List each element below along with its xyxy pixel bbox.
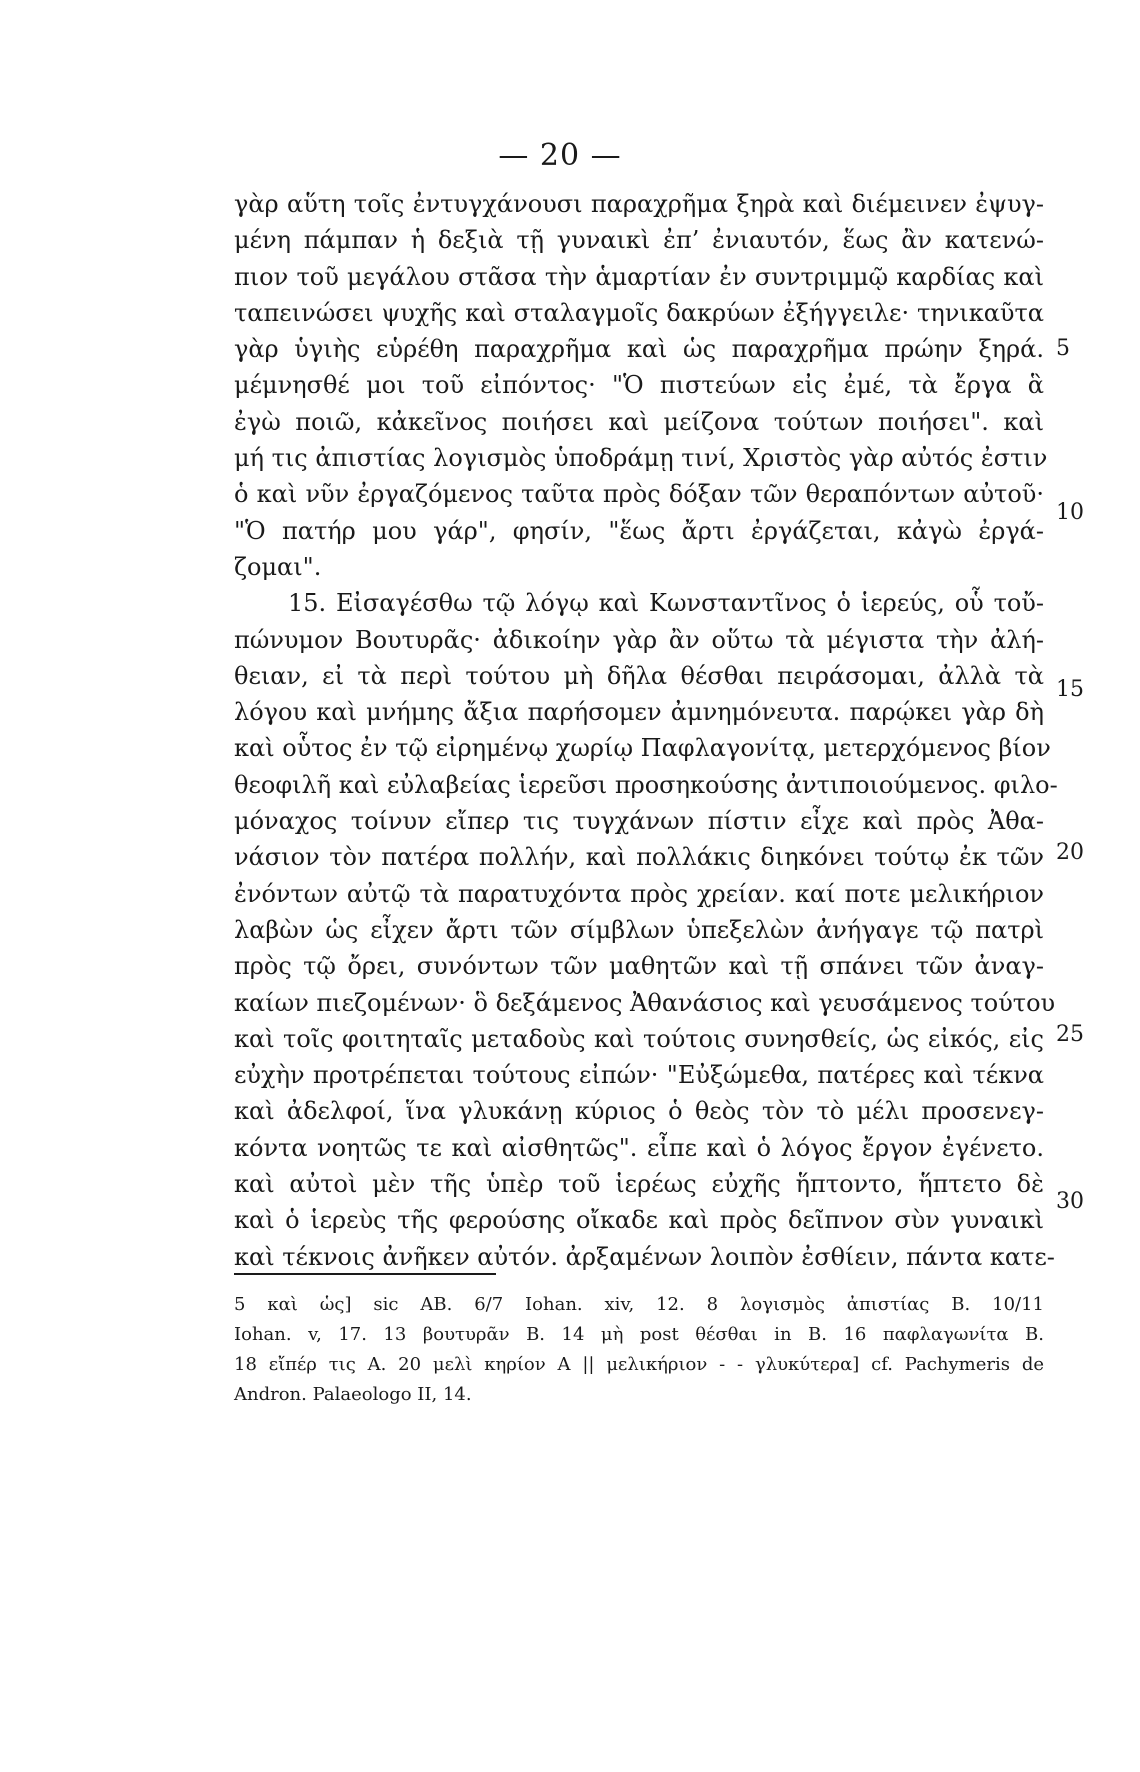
text-line: καὶ αὐτοὶ μὲν τῆς ὑπὲρ τοῦ ἱερέως εὐχῆς ἥπτοντο, ἥπτετο δὲ [234,1170,1044,1199]
text-line: καὶ οὗτος ἐν τῷ εἰρημένῳ χωρίῳ Παφλαγονίτᾳ, μετερχόμενος βίον [234,734,1051,763]
text-line: λόγου καὶ μνήμης ἄξια παρήσομεν ἀμνημόνευτα. παρῴκει γὰρ δὴ [234,698,1044,727]
main-text [234,186,1058,1275]
text-line: πιον τοῦ μεγάλου στᾶσα τὴν ἁμαρτίαν ἐν συντριμμῷ καρδίας καὶ [234,262,1044,291]
text-line: ὁ καὶ νῦν ἐργαζόμενος ταῦτα πρὸς δόξαν τῶν θεραπόντων αὐτοῦ· [234,480,1044,509]
text-line: θειαν, εἰ τὰ περὶ τούτου μὴ δῆλα θέσθαι πειράσομαι, ἀλλὰ τὰ [234,661,1044,690]
text-line: καὶ τοῖς φοιτηταῖς μεταδοὺς καὶ τούτοις συνησθείς, ὡς εἰκός, εἰς [234,1024,1044,1053]
line-number-30: 30 [1056,1189,1084,1214]
text-line: πρὸς τῷ ὄρει, συνόντων τῶν μαθητῶν καὶ τῇ σπάνει τῶν ἀναγ- [234,952,1044,981]
line-number-5: 5 [1056,336,1070,361]
text-line: εὐχὴν προτρέπεται τούτους εἰπών· "Εὐξώμεθα, πατέρες καὶ τέκνα [234,1061,1044,1090]
footnote-divider [234,1273,496,1275]
text-line: ζομαι". [234,552,322,581]
line-number-15: 15 [1056,677,1084,702]
text-line: ταπεινώσει ψυχῆς καὶ σταλαγμοῖς δακρύων ἐξήγγειλε· τηνικαῦτα [234,298,1044,327]
text-line: γὰρ ὑγιὴς εὑρέθη παραχρῆμα καὶ ὡς παραχρῆμα πρώην ξηρά. [234,335,1044,364]
footnotes [234,1290,1044,1410]
text-line: καὶ ὁ ἱερεὺς τῆς φερούσης οἴκαδε καὶ πρὸς δεῖπνον σὺν γυναικὶ [234,1206,1044,1235]
footnote-line: 5 καὶ ὡς] sic AB. 6/7 Iohan. xiv, 12. 8 λογισμὸς ἀπιστίας B. 10/11 [234,1294,1044,1315]
line-number-10: 10 [1056,500,1084,525]
footnote-line: Iohan. v, 17. 13 βουτυρᾶν B. 14 μὴ post θέσθαι in B. 16 παφλαγωνίτα B. [234,1324,1044,1345]
text-line: μένη πάμπαν ἡ δεξιὰ τῇ γυναικὶ ἐπ’ ἐνιαυτόν, ἕως ἂν κατενώ- [234,226,1044,255]
footnote-line: Andron. Palaeologo II, 14. [234,1384,472,1405]
page-number: — 20 — [498,138,622,173]
text-line: "Ὁ πατήρ μου γάρ", φησίν, "ἕως ἄρτι ἐργάζεται, κἀγὼ ἐργά- [234,516,1044,545]
text-line: γὰρ αὕτη τοῖς ἐντυγχάνουσι παραχρῆμα ξηρὰ καὶ διέμεινεν ἐψυγ- [234,190,1044,218]
text-line: μόναχος τοίνυν εἴπερ τις τυγχάνων πίστιν εἶχε καὶ πρὸς Ἀθα- [234,807,1044,836]
text-line: ἐγὼ ποιῶ, κἀκεῖνος ποιήσει καὶ μείζονα τούτων ποιήσει". καὶ [234,407,1044,436]
text-line: καὶ τέκνοις ἀνῆκεν αὐτόν. ἀρξαμένων λοιπὸν ἐσθίειν, πάντα κατε- [234,1242,1055,1271]
line-number-20: 20 [1056,840,1084,865]
text-line: ἐνόντων αὐτῷ τὰ παρατυχόντα πρὸς χρείαν. καί ποτε μελικήριον [234,879,1044,908]
line-number-25: 25 [1056,1022,1084,1047]
text-line: θεοφιλῆ καὶ εὐλαβείας ἱερεῦσι προσηκούσης ἀντιποιούμενος. φιλο- [234,770,1058,799]
section-start-line: 15. Εἰσαγέσθω τῷ λόγῳ καὶ Κωνσταντῖνος ὁ ἱερεύς, οὗ τοὔ- [288,589,1044,618]
text-line: καίων πιεζομένων· ὃ δεξάμενος Ἀθανάσιος καὶ γευσάμενος τούτου [234,988,1056,1017]
text-line: πώνυμον Βουτυρᾶς· ἀδικοίην γὰρ ἂν οὕτω τὰ μέγιστα τὴν ἀλή- [234,625,1044,654]
footnote-line: 18 εἴπέρ τις A. 20 μελὶ κηρίον A || μελικήριον - - γλυκύτερα] cf. Pachymeris de [234,1354,1044,1375]
text-line: καὶ ἀδελφοί, ἵνα γλυκάνῃ κύριος ὁ θεὸς τὸν τὸ μέλι προσενεγ- [234,1097,1044,1126]
text-line: νάσιον τὸν πατέρα πολλήν, καὶ πολλάκις διηκόνει τούτῳ ἐκ τῶν [234,843,1044,872]
text-line: μέμνησθέ μοι τοῦ εἰπόντος· "Ὁ πιστεύων εἰς ἐμέ, τὰ ἔργα ἃ [234,371,1044,400]
text-line: μή τις ἀπιστίας λογισμὸς ὑποδράμῃ τινί, Χριστὸς γὰρ αὐτός ἐστιν [234,444,1048,473]
text-line: κόντα νοητῶς τε καὶ αἰσθητῶς". εἶπε καὶ ὁ λόγος ἔργον ἐγένετο. [234,1133,1044,1162]
text-line: λαβὼν ὡς εἶχεν ἄρτι τῶν σίμβλων ὑπεξελὼν ἀνήγαγε τῷ πατρὶ [234,915,1044,944]
